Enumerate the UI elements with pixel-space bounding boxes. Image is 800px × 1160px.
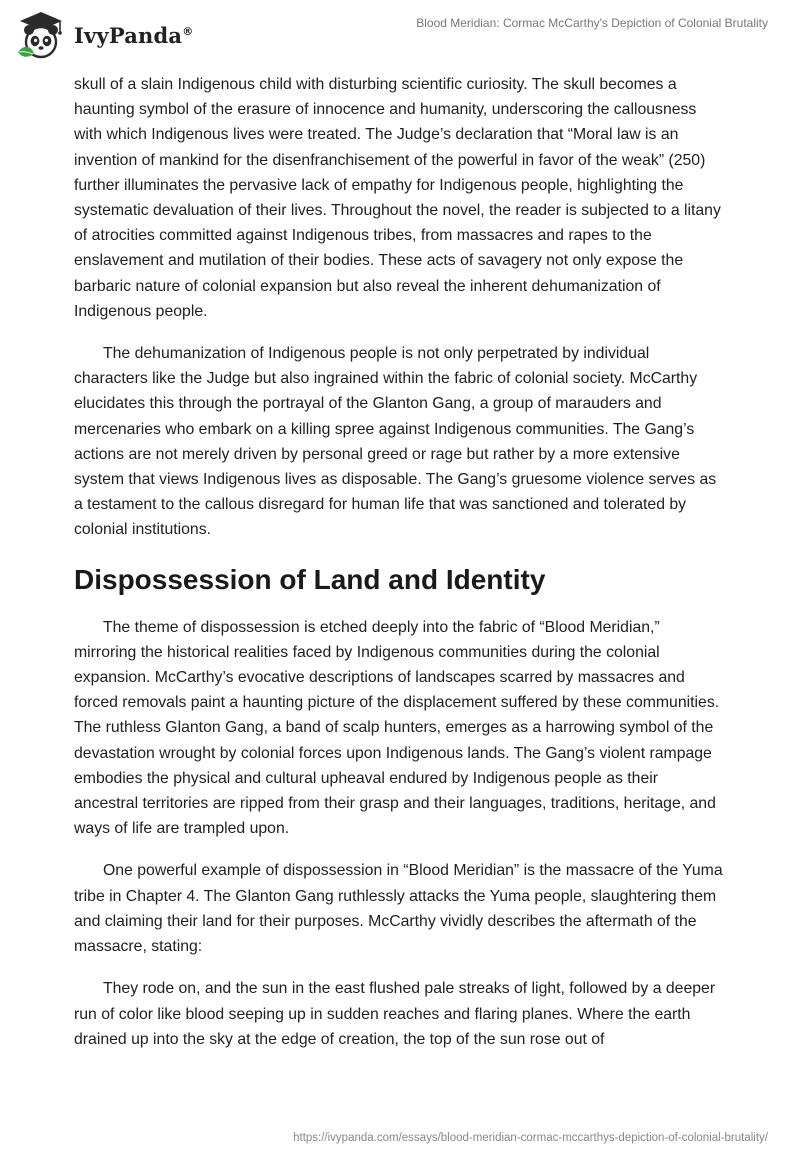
section-heading: Dispossession of Land and Identity — [74, 563, 546, 595]
essay-content — [74, 72, 726, 1069]
brand-name: IvyPanda® — [74, 22, 194, 48]
document-title: Blood Meridian: Cormac McCarthy's Depiction of Colonial Brutality — [416, 16, 768, 30]
brand-logo-link[interactable] — [14, 8, 193, 62]
body-paragraph-1: skull of a slain Indigenous child with disturbing scientific curiosity. The skull becomes a haunting symbol of the erasure of innocence and humanity, underscoring the callousness with which Indigenous lives were treated. The Judge’s declaration that “Moral law is an invention of mankind for the disenfranchisement of the powerful in favor of the weak” (250) further illuminates the pervasive lack of empathy for Indigenous people, highlighting the systematic devaluation of their lives. Throughout the novel, the reader is subjected to a litany of atrocities committed against Indigenous tribes, from massacres and rapes to the enslavement and mutilation of their bodies. These acts of savagery not only expose the barbaric nature of colonial expansion but also reveal the inherent dehumanization of Indigenous people. — [74, 76, 721, 320]
body-paragraph-4: One powerful example of dispossession in “Blood Meridian” is the massacre of the Yuma tribe in Chapter 4. The Glanton Gang ruthlessly attacks the Yuma people, slaughtering them and claiming their land for their purposes. McCarthy vividly describes the aftermath of the massacre, stating: — [74, 862, 723, 956]
body-paragraph-3: The theme of dispossession is etched deeply into the fabric of “Blood Meridian,” mirroring the historical realities faced by Indigenous communities during the colonial expansion. McCarthy’s evocative descriptions of landscapes scarred by massacres and forced removals paint a haunting picture of the displacement suffered by these communities. The ruthless Glanton Gang, a band of scalp hunters, emerges as a harrowing symbol of the devastation wrought by colonial forces upon Indigenous lands. The Gang’s violent rampage embodies the physical and cultural upheaval endured by Indigenous people as their ancestral territories are ripped from their grasp and their languages, traditions, heritage, and ways of life are trampled upon. — [74, 618, 720, 838]
panda-graduate-icon — [14, 8, 68, 62]
block-quote-paragraph: They rode on, and the sun in the east flushed pale streaks of light, followed by a deeper run of color like blood seeping up in sudden reaches and flaring planes. Where the earth drained up into the sky at the edge of creation, the top of the sun rose out of — [74, 980, 716, 1048]
body-paragraph-2: The dehumanization of Indigenous people is not only perpetrated by individual characters like the Judge but also ingrained within the fabric of colonial society. McCarthy elucidates this through the portrayal of the Glanton Gang, a group of marauders and mercenaries who embark on a killing spree against Indigenous communities. The Gang’s actions are not merely driven by personal greed or rage but rather by a more extensive system that views Indigenous lives as disposable. The Gang’s gruesome violence serves as a testament to the callous disregard for human life that was sanctioned and tolerated by colonial institutions. — [74, 345, 717, 539]
page-header — [0, 0, 800, 70]
registered-mark: ® — [182, 24, 194, 38]
source-url: https://ivypanda.com/essays/blood-meridian-cormac-mccarthys-depiction-of-colonial-brutality/ — [293, 1132, 768, 1144]
